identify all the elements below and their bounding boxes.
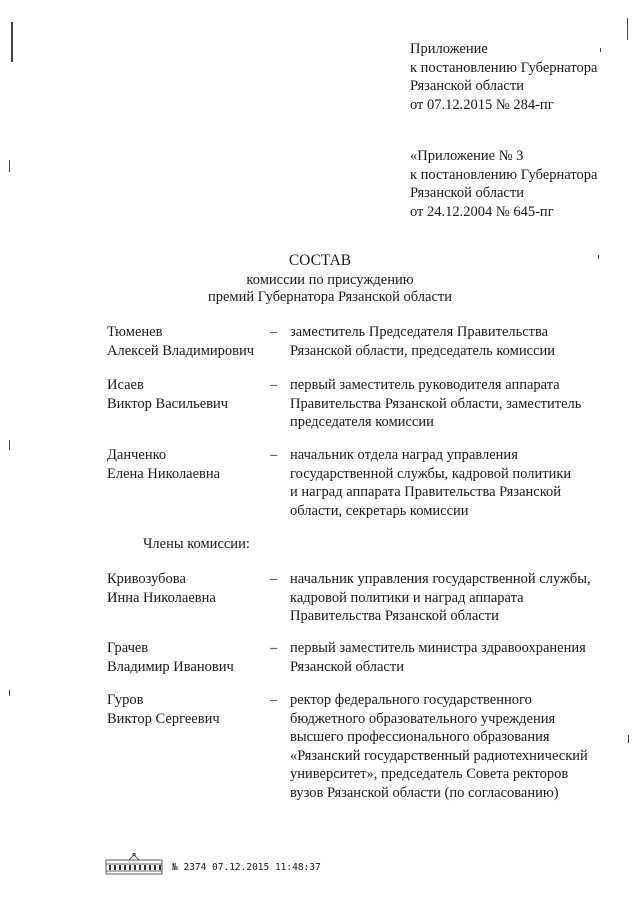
- dash-separator: –: [270, 447, 278, 463]
- appendix-original-line: от 24.12.2004 № 645-пг: [410, 203, 554, 220]
- dash-separator: –: [270, 324, 278, 340]
- member-given-names: Елена Николаевна: [107, 465, 221, 482]
- member-given-names: Виктор Васильевич: [107, 395, 229, 412]
- role-line: и наград аппарата Правительства Рязанской: [290, 484, 562, 500]
- member-surname: Тюменев: [107, 324, 163, 340]
- member-role: [290, 639, 586, 676]
- role-line: Рязанской области, председатель комиссии: [290, 342, 555, 359]
- member-name: [107, 639, 234, 676]
- role-line: начальник управления государственной службы,: [290, 571, 591, 587]
- role-line: начальник отдела наград управления: [290, 447, 518, 463]
- member-surname: Исаев: [107, 377, 144, 393]
- appendix-current-line: от 07.12.2015 № 284-пг: [410, 96, 554, 113]
- dash-separator: –: [270, 692, 278, 708]
- scan-margin-mark: [600, 48, 601, 52]
- role-line: ректор федерального государственного: [290, 692, 532, 708]
- scan-margin-mark: [628, 735, 629, 743]
- scan-margin-mark: [627, 18, 628, 40]
- scan-margin-mark: [11, 22, 13, 62]
- dash-separator: –: [270, 640, 278, 656]
- registration-number: № 2374 07.12.2015 11:48:37: [172, 862, 321, 873]
- member-role: [290, 691, 588, 802]
- member-surname: Данченко: [107, 447, 167, 463]
- member-name: [107, 570, 216, 607]
- role-line: заместитель Председателя Правительства: [290, 324, 549, 340]
- document-subtitle: комиссии по присуждению: [246, 272, 414, 288]
- scan-margin-mark: [9, 690, 10, 696]
- member-surname: Кривозубова: [107, 571, 186, 587]
- role-line: Правительства Рязанской области, заместитель: [290, 395, 582, 412]
- member-role: [290, 446, 571, 520]
- appendix-original-line: к постановлению Губернатора: [410, 166, 598, 183]
- role-line: Рязанской области: [290, 658, 404, 675]
- member-role: [290, 570, 591, 626]
- building-stamp-icon: [105, 852, 163, 876]
- member-surname: Гуров: [107, 692, 144, 708]
- member-given-names: Инна Николаевна: [107, 589, 216, 606]
- role-line: бюджетного образовательного учреждения: [290, 710, 556, 727]
- dash-separator: –: [270, 377, 278, 393]
- appendix-original-line: Рязанской области: [410, 185, 524, 201]
- member-name: [107, 691, 220, 728]
- member-surname: Грачев: [107, 640, 149, 656]
- role-line: вузов Рязанской области (по согласованию): [290, 784, 559, 801]
- appendix-current-line: Приложение: [410, 41, 488, 57]
- registration-footer: [105, 850, 321, 876]
- scan-margin-mark: [598, 255, 599, 259]
- member-given-names: Виктор Сергеевич: [107, 710, 220, 727]
- document-subtitle: премий Губернатора Рязанской области: [207, 289, 452, 305]
- member-given-names: Владимир Иванович: [107, 658, 234, 675]
- appendix-current-line: к постановлению Губернатора: [410, 59, 598, 76]
- appendix-original-line: «Приложение № 3: [410, 148, 524, 164]
- role-line: области, секретарь комиссии: [290, 502, 469, 519]
- member-role: [290, 376, 581, 432]
- member-name: [107, 323, 254, 360]
- member-name: [107, 376, 228, 413]
- document-title: СОСТАВ: [288, 252, 352, 269]
- scan-margin-mark: [9, 160, 10, 172]
- dash-separator: –: [270, 571, 278, 587]
- appendix-current: [410, 40, 597, 114]
- member-role: [290, 323, 555, 360]
- appendix-current-line: Рязанской области: [410, 78, 524, 94]
- role-line: государственной службы, кадровой политики: [290, 465, 572, 482]
- role-line: председателя комиссии: [290, 414, 434, 430]
- appendix-original: [410, 147, 597, 221]
- role-line: кадровой политики и наград аппарата: [290, 589, 524, 606]
- role-line: университет», председатель Совета ректоров: [290, 766, 569, 782]
- role-line: первый заместитель руководителя аппарата: [290, 377, 560, 393]
- members-section-label: Члены комиссии:: [143, 536, 250, 552]
- member-given-names: Алексей Владимирович: [107, 342, 255, 359]
- role-line: Правительства Рязанской области: [290, 608, 499, 624]
- role-line: «Рязанский государственный радиотехнический: [290, 747, 588, 764]
- role-line: высшего профессионального образования: [290, 729, 550, 745]
- scan-margin-mark: [9, 440, 10, 450]
- member-name: [107, 446, 220, 483]
- role-line: первый заместитель министра здравоохранения: [290, 640, 586, 656]
